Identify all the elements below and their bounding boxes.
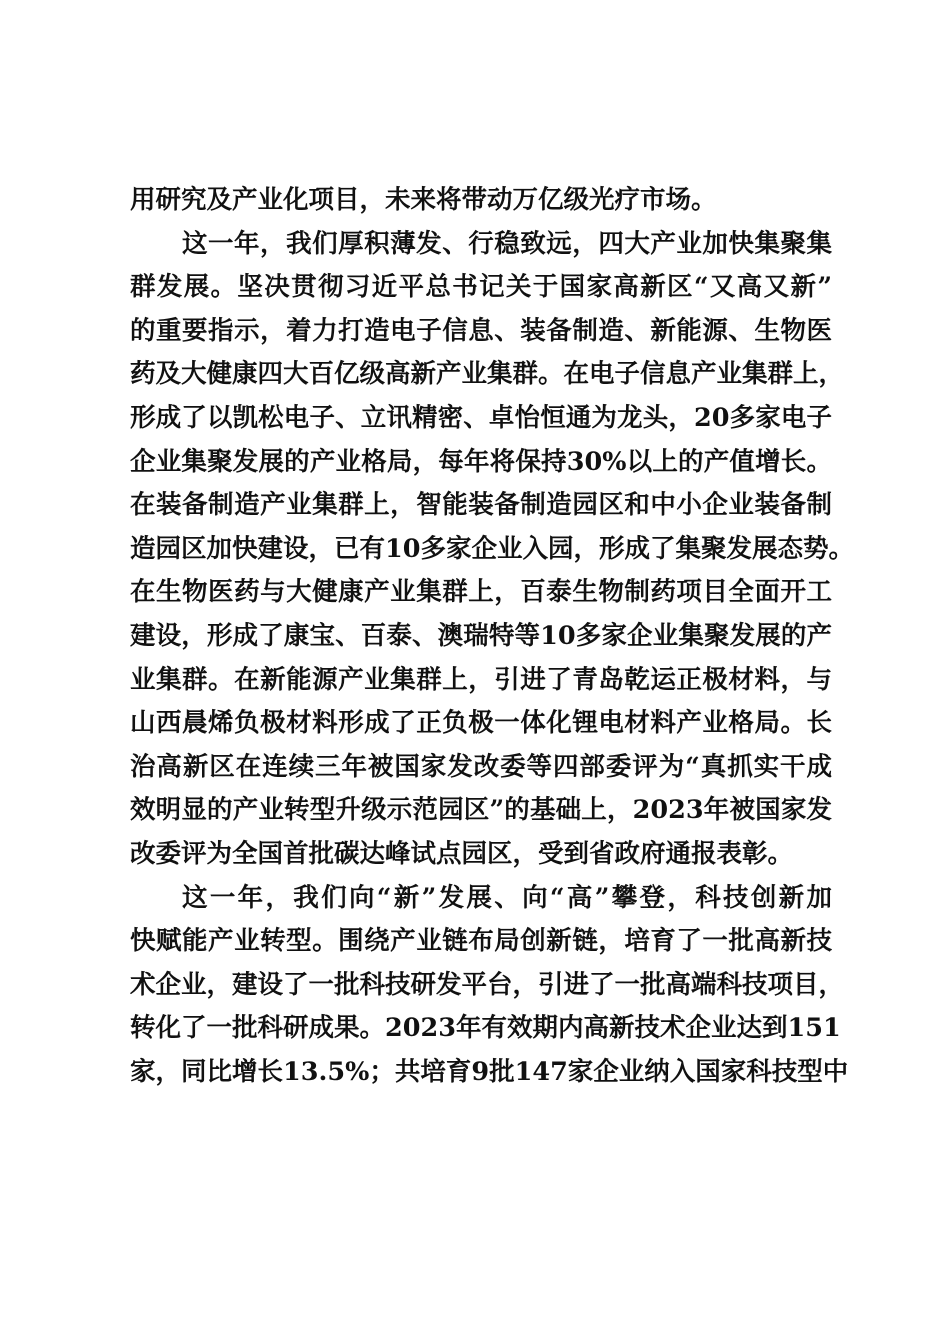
text-line: 在生物医药与大健康产业集群上，百泰生物制药项目全面开工 <box>130 577 832 608</box>
text-line: 造园区加快建设，已有10多家企业入园，形成了集聚发展态势。 <box>130 533 854 564</box>
text-line: 家，同比增长13.5%；共培育9批147家企业纳入国家科技型中 <box>130 1056 849 1087</box>
text-line: 在装备制造产业集群上，智能装备制造园区和中小企业装备制 <box>130 490 832 521</box>
text-line: 治高新区在连续三年被国家发改委等四部委评为“真抓实干成 <box>130 751 832 782</box>
text-line: 企业集聚发展的产业格局，每年将保持30%以上的产值增长。 <box>130 446 832 477</box>
text-line: 形成了以凯松电子、立讯精密、卓怡恒通为龙头，20多家电子 <box>130 402 832 433</box>
text-line: 群发展。坚决贯彻习近平总书记关于国家高新区“又高又新” <box>130 272 832 303</box>
text-line: 的重要指示，着力打造电子信息、装备制造、新能源、生物医 <box>130 315 832 346</box>
text-line: 术企业，建设了一批科技研发平台，引进了一批高端科技项目， <box>130 969 845 1000</box>
text-line: 改委评为全国首批碳达峰试点园区，受到省政府通报表彰。 <box>130 838 794 869</box>
text-line: 效明显的产业转型升级示范园区”的基础上，2023年被国家发 <box>130 795 832 826</box>
paragraph-first-line: 这一年，我们向“新”发展、向“高”攀登，科技创新加 <box>182 882 832 913</box>
text-line: 山西晨烯负极材料形成了正负极一体化锂电材料产业格局。长 <box>130 708 832 739</box>
text-line: 转化了一批科研成果。2023年有效期内高新技术企业达到151 <box>130 1013 841 1044</box>
text-line: 用研究及产业化项目，未来将带动万亿级光疗市场。 <box>130 185 717 215</box>
body-text <box>130 179 854 1094</box>
text-line: 药及大健康四大百亿级高新产业集群。在电子信息产业集群上， <box>130 359 845 390</box>
text-line: 建设，形成了康宝、百泰、澳瑞特等10多家企业集聚发展的产 <box>130 620 832 651</box>
paragraph-first-line: 这一年，我们厚积薄发、行稳致远，四大产业加快集聚集 <box>182 228 832 259</box>
text-line: 业集群。在新能源产业集群上，引进了青岛乾运正极材料，与 <box>130 664 832 695</box>
text-line: 快赋能产业转型。围绕产业链布局创新链，培育了一批高新技 <box>130 926 832 957</box>
